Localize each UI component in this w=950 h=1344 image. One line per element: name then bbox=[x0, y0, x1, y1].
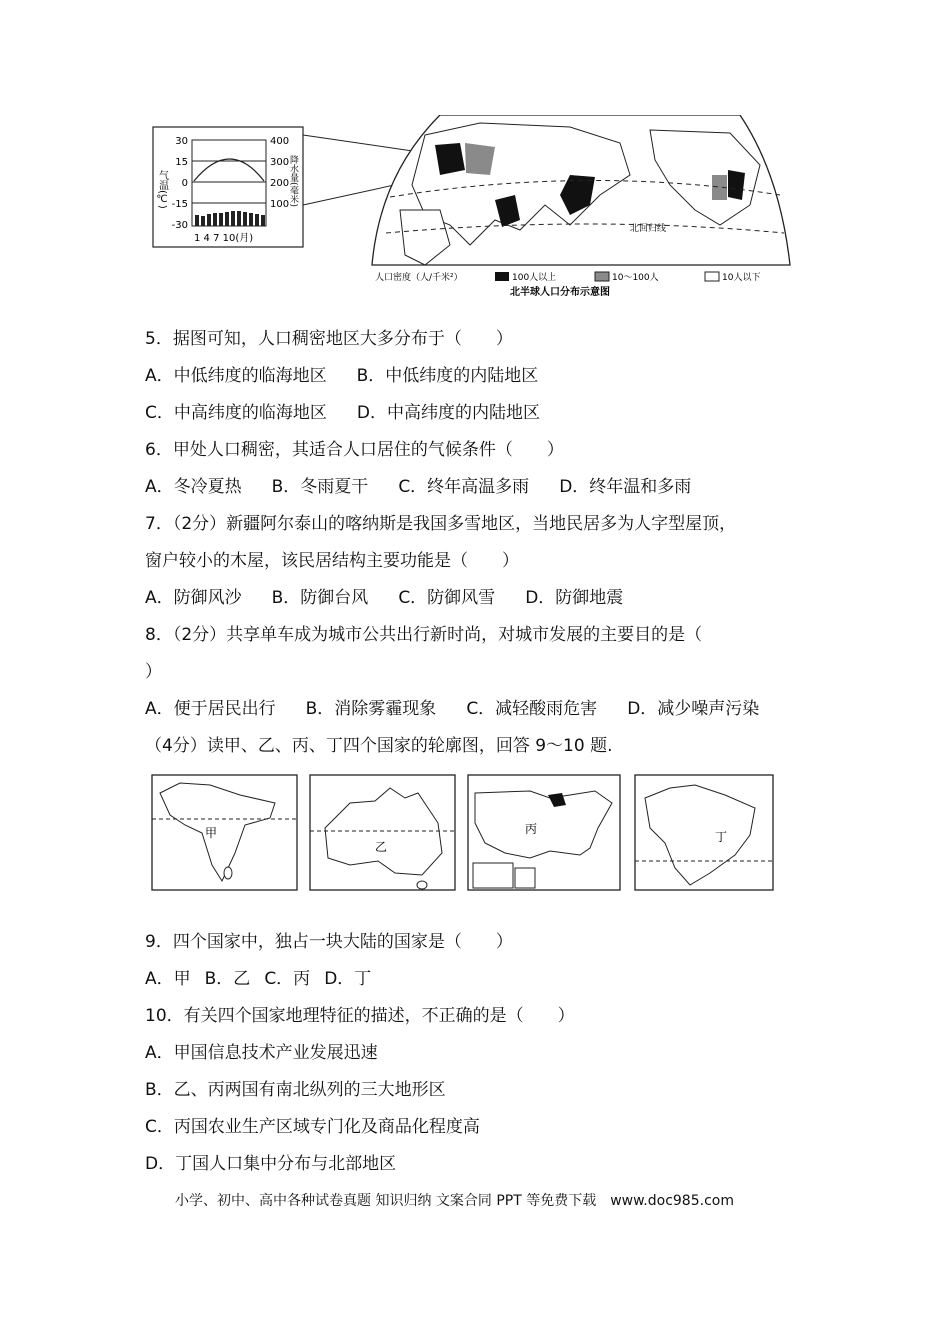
question-10-option-c: C．丙国农业生产区域专门化及商品化程度高 bbox=[145, 1117, 480, 1137]
country-ding-label: 丁 bbox=[715, 830, 728, 844]
option-d: D．终年温和多雨 bbox=[559, 477, 692, 497]
question-8-line1: 8．（2分）共享单车成为城市公共出行新时尚，对城市发展的主要目的是（ bbox=[145, 625, 703, 645]
temp-tick: -15 bbox=[171, 199, 188, 210]
question-10-option-b: B．乙、丙两国有南北纵列的三大地形区 bbox=[145, 1080, 446, 1100]
question-10: 10．有关四个国家地理特征的描述，不正确的是（ ） bbox=[145, 1006, 575, 1026]
month-labels: 1 4 7 10(月) bbox=[194, 233, 254, 244]
precip-tick: 400 bbox=[270, 136, 290, 147]
temp-axis-label: 气温(℃) bbox=[156, 170, 168, 209]
option-a: A．冬冷夏热 bbox=[145, 477, 242, 497]
legend-dense-label: 100人以上 bbox=[512, 273, 557, 283]
question-7-line1: 7．（2分）新疆阿尔泰山的喀纳斯是我国多雪地区，当地民居多为人字型屋顶， bbox=[145, 514, 737, 534]
option-d: D．防御地震 bbox=[525, 588, 624, 608]
question-7-options bbox=[145, 586, 653, 610]
legend-sparse-swatch bbox=[705, 272, 719, 281]
population-distribution-figure bbox=[150, 115, 800, 300]
precip-axis-label: 降水量(毫米) bbox=[288, 155, 298, 208]
country-bing-label: 丙 bbox=[525, 822, 538, 836]
option-b: B．乙 bbox=[204, 969, 251, 989]
option-b: B．防御台风 bbox=[271, 588, 369, 608]
option-d: D．丁 bbox=[324, 969, 372, 989]
page-footer: 小学、初中、高中各种试卷真题 知识归纳 文案合同 PPT 等免费下载 www.doc985.com bbox=[175, 1193, 734, 1209]
question-5-options-cd bbox=[145, 401, 570, 425]
question-6-options bbox=[145, 475, 721, 499]
option-d: D．中高纬度的内陆地区 bbox=[356, 403, 540, 423]
option-a: A．便于居民出行 bbox=[145, 699, 276, 719]
precip-tick: 200 bbox=[270, 178, 290, 189]
option-c: C．防御风雪 bbox=[398, 588, 496, 608]
legend-mid-label: 10～100人 bbox=[612, 273, 659, 283]
question-5-options-ab bbox=[145, 364, 568, 388]
temp-tick: -30 bbox=[171, 220, 188, 231]
option-c: C．中高纬度的临海地区 bbox=[145, 403, 327, 423]
option-c: C．终年高温多雨 bbox=[398, 477, 530, 497]
option-a: A．中低纬度的临海地区 bbox=[145, 366, 327, 386]
temp-tick: 0 bbox=[181, 178, 188, 189]
option-d: D．减少噪声污染 bbox=[627, 699, 760, 719]
question-8-line2: ） bbox=[145, 662, 162, 682]
country-yi-label: 乙 bbox=[375, 840, 388, 854]
question-10-option-a: A．甲国信息技术产业发展迅速 bbox=[145, 1043, 378, 1063]
option-c: C．丙 bbox=[264, 969, 311, 989]
tropic-label: 北回归线 bbox=[630, 224, 667, 234]
option-c: C．减轻酸雨危害 bbox=[466, 699, 598, 719]
temp-tick: 15 bbox=[175, 157, 188, 168]
questions-9-10-intro: （4分）读甲、乙、丙、丁四个国家的轮廓图，回答 9～10 题. bbox=[145, 736, 613, 756]
question-6: 6．甲处人口稠密，其适合人口居住的气候条件（ ） bbox=[145, 440, 564, 460]
temp-tick: 30 bbox=[175, 136, 188, 147]
legend-title: 人口密度（人/千米²） bbox=[375, 273, 463, 283]
map-caption: 北半球人口分布示意图 bbox=[510, 287, 610, 298]
question-8-options bbox=[145, 697, 789, 721]
option-b: B．中低纬度的内陆地区 bbox=[356, 366, 539, 386]
option-a: A．甲 bbox=[145, 969, 191, 989]
dense-population-us-east bbox=[728, 170, 745, 200]
legend-mid-swatch bbox=[595, 272, 609, 281]
precip-tick: 100 bbox=[270, 199, 290, 210]
mid-population-europe bbox=[465, 143, 495, 175]
question-7-line2: 窗户较小的木屋，该民居结构主要功能是（ ） bbox=[145, 551, 519, 571]
dense-population-europe bbox=[435, 143, 465, 175]
question-5: 5．据图可知，人口稠密地区大多分布于（ ） bbox=[145, 329, 513, 349]
question-9-options bbox=[145, 967, 401, 991]
legend-sparse-label: 10人以下 bbox=[722, 273, 761, 283]
option-b: B．消除雾霾现象 bbox=[305, 699, 437, 719]
country-outlines-figure bbox=[150, 773, 778, 895]
question-10-option-d: D．丁国人口集中分布与北部地区 bbox=[145, 1154, 397, 1174]
option-b: B．冬雨夏干 bbox=[271, 477, 369, 497]
country-jia-label: 甲 bbox=[205, 826, 218, 840]
option-a: A．防御风沙 bbox=[145, 588, 242, 608]
question-9: 9．四个国家中，独占一块大陆的国家是（ ） bbox=[145, 932, 513, 952]
precip-tick: 300 bbox=[270, 157, 290, 168]
legend-dense-swatch bbox=[495, 272, 509, 281]
